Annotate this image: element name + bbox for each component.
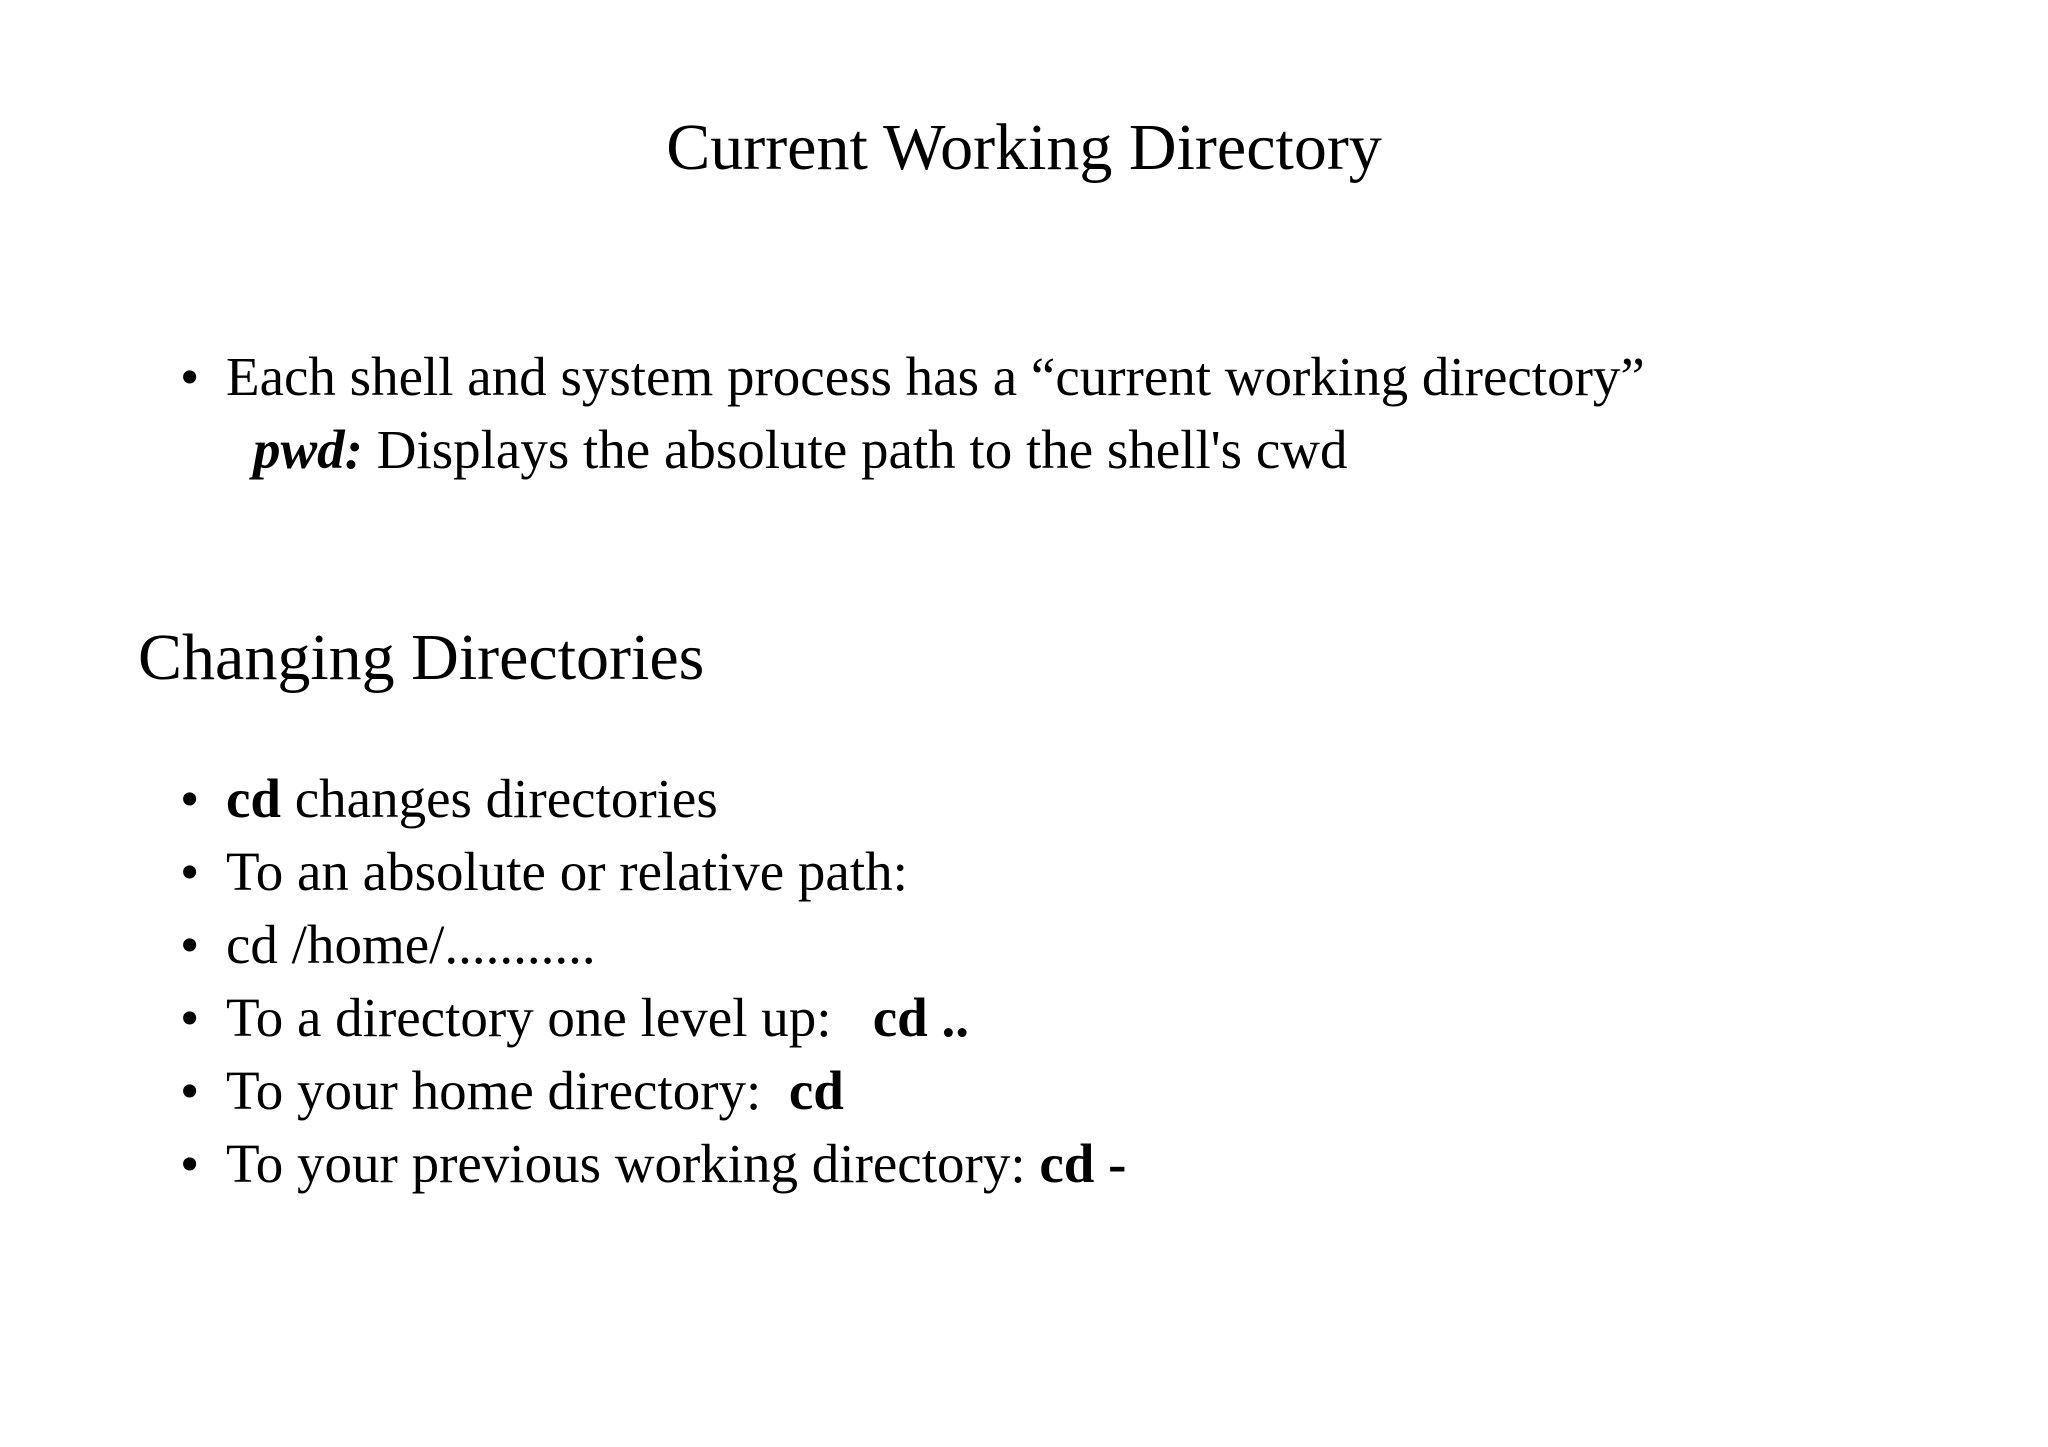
bullet-marker: • [180,1133,200,1194]
bullet-marker: • [180,1060,200,1121]
bullet-marker: • [180,346,200,407]
list-item-previous-directory [226,1127,1126,1200]
pwd-description-line [253,413,1347,486]
section-heading-changing-directories: Changing Directories [138,621,705,694]
pwd-command: pwd: [253,419,363,480]
list-item-cd [226,762,718,835]
cd-home-command: cd [788,1060,844,1121]
bullet-marker: • [180,841,200,902]
pwd-description: Displays the absolute path to the shell's cwd [363,419,1348,480]
list-item-text: To your home directory: [226,1060,789,1121]
list-item-text: changes directories [281,768,718,829]
bullet-cwd-description: Each shell and system process has a “current working directory” [226,346,1645,407]
bullet-marker: • [180,768,200,829]
list-item-text: To your previous working directory: [226,1133,1040,1194]
list-item-text: To a directory one level up: [226,987,873,1048]
list-item-absolute-relative: To an absolute or relative path: [226,841,908,902]
slide-title: Current Working Directory [666,111,1382,184]
list-item-cd-home: cd /home/........... [226,914,596,975]
list-item-one-level-up [226,981,969,1054]
bullet-marker: • [180,914,200,975]
cd-command: cd [226,768,281,829]
list-item-home-directory [226,1054,844,1127]
cd-previous-command: cd - [1039,1133,1127,1194]
bullet-marker: • [180,987,200,1048]
cd-up-command: cd .. [872,987,970,1048]
